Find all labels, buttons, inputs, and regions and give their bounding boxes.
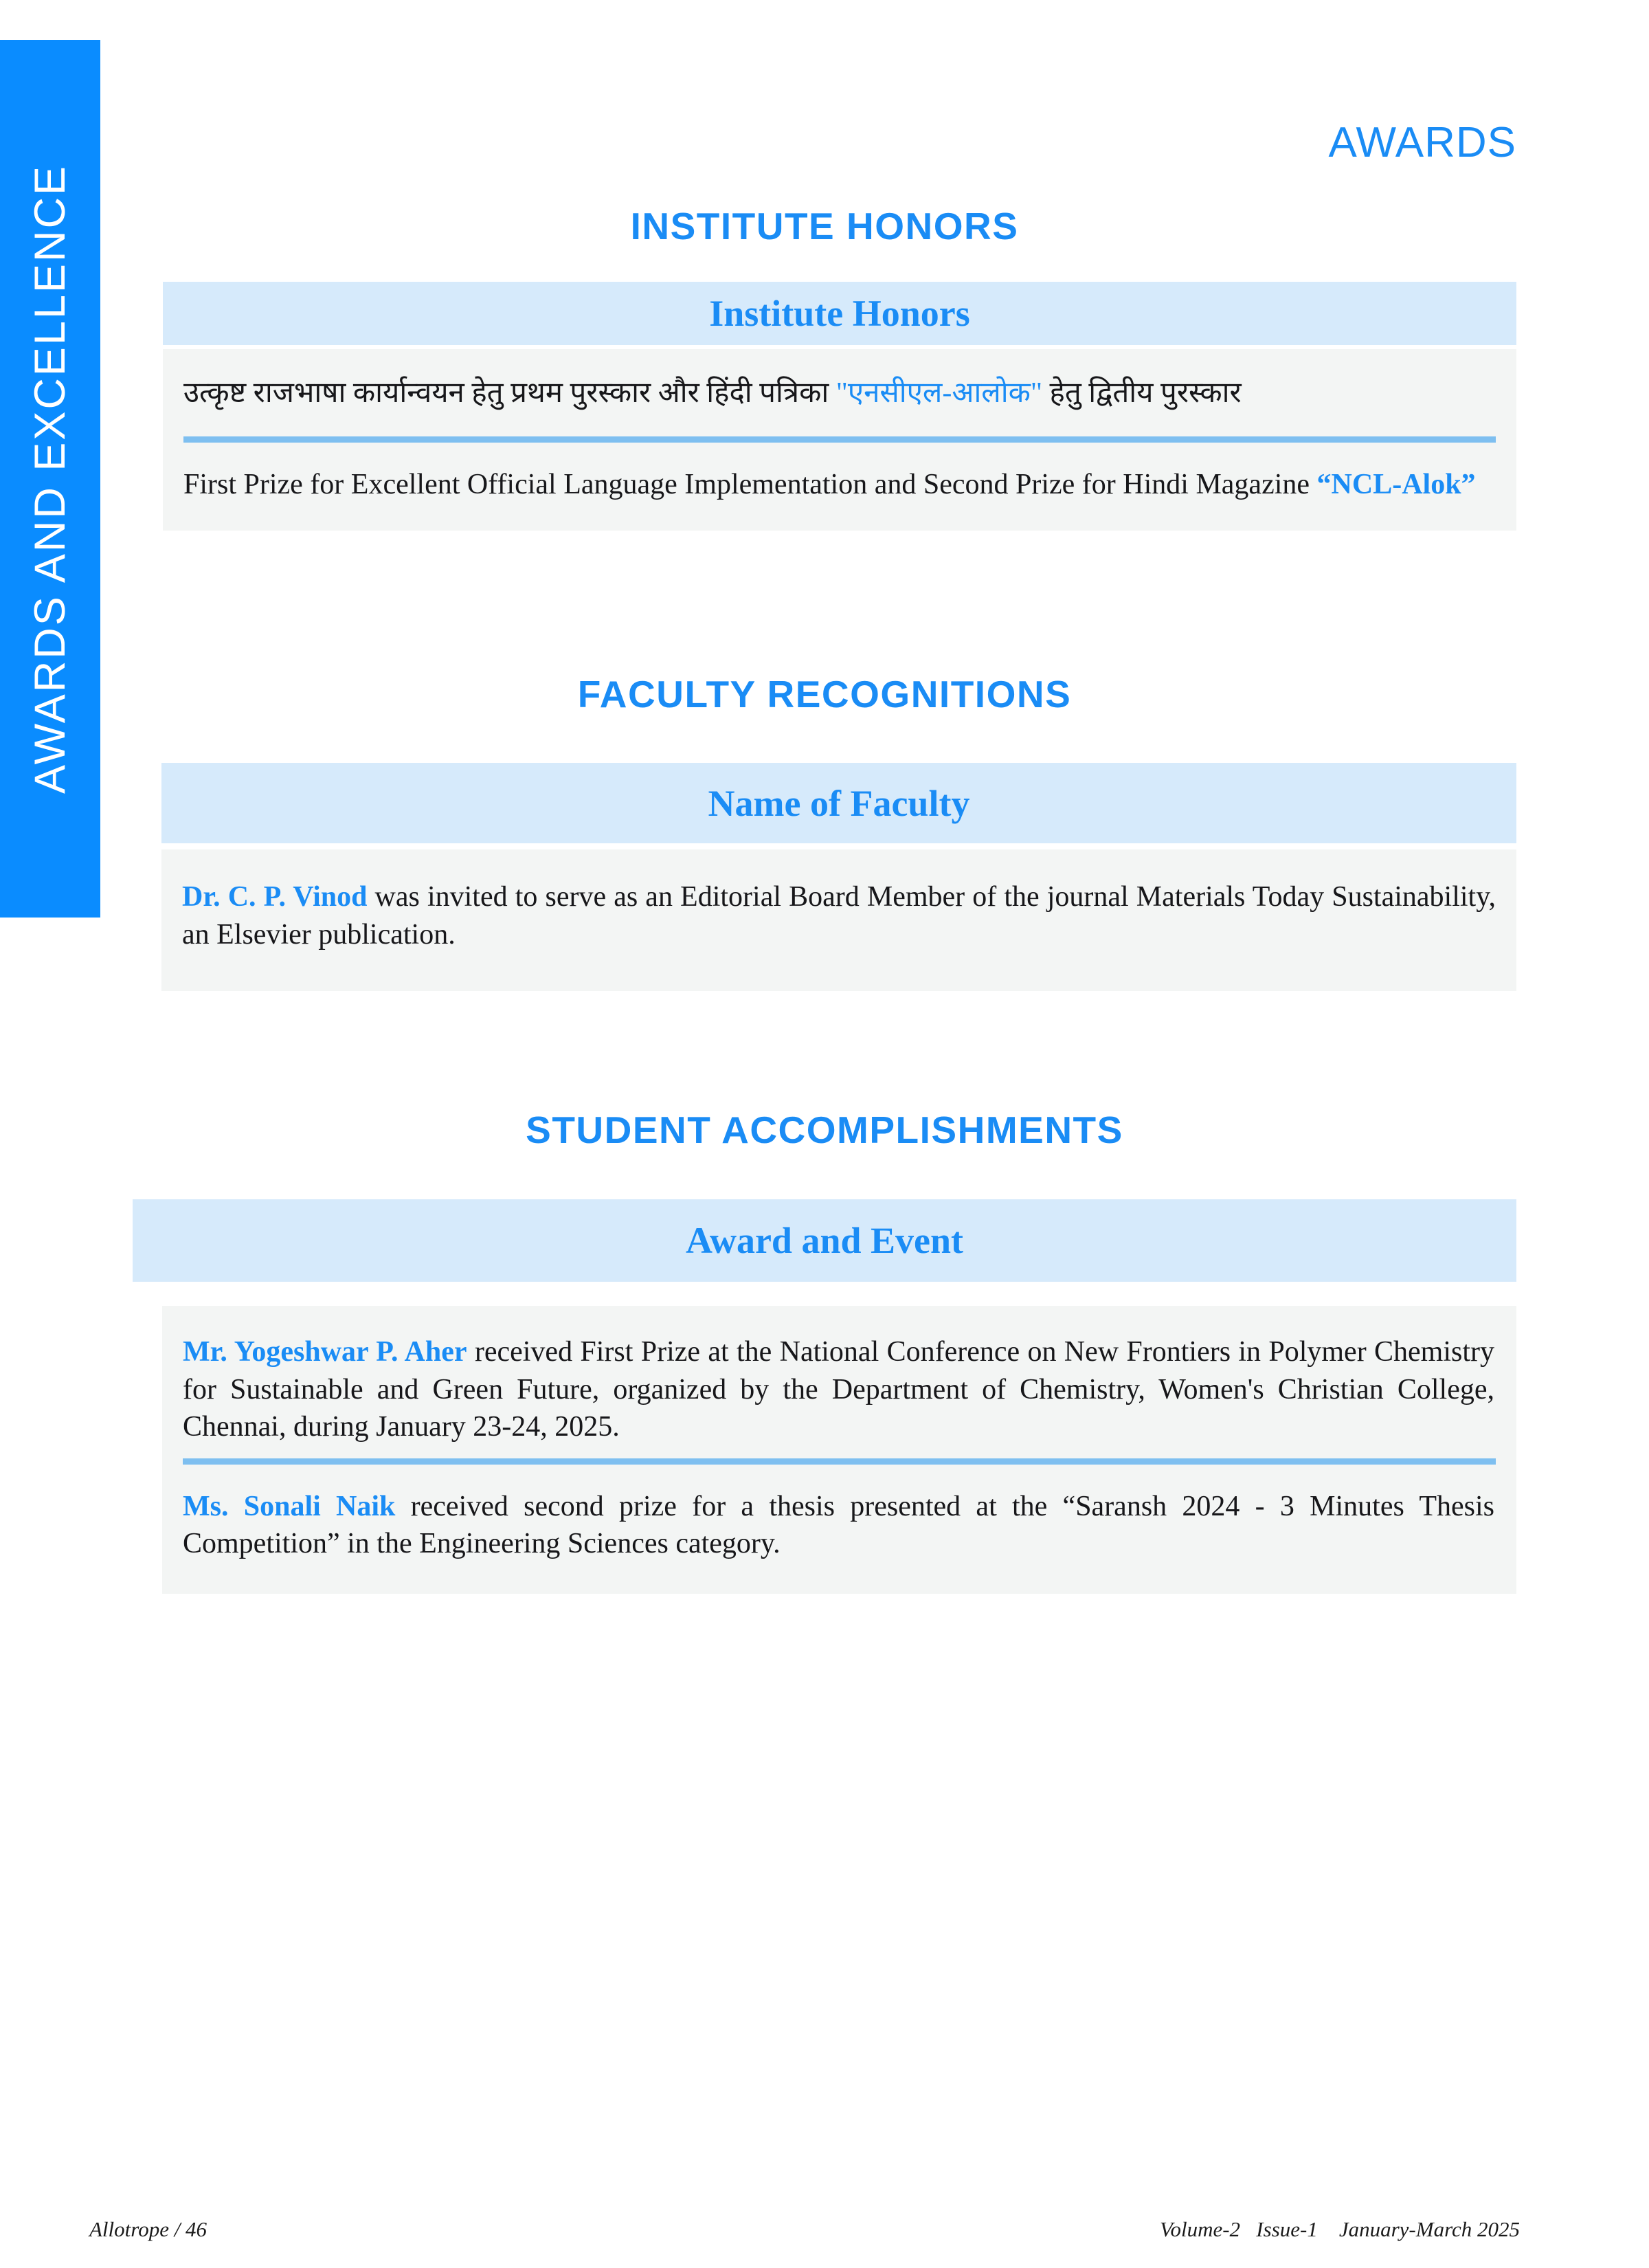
english-text-highlight: “NCL-Alok” (1316, 468, 1476, 500)
student-accomplishments-table-body (162, 1306, 1516, 1594)
footer-volume-issue-date: Volume-2 Issue-1 January-March 2025 (1159, 2217, 1520, 2241)
student-entry-text-2 (183, 1488, 1494, 1563)
hindi-text-part-1: उत्कृष्ट राजभाषा कार्यान्वयन हेतु प्रथम पुरस्कार और हिंदी पत्रिका (183, 377, 836, 409)
faculty-entry-text (182, 878, 1496, 953)
english-text-part-1: First Prize for Excellent Official Language Implementation and Second Prize for Hindi Magazine (183, 468, 1317, 500)
student-accomplishments-table-header: Award and Event (133, 1199, 1516, 1282)
student-description-2: received second prize for a thesis presented at the “Saransh 2024 - 3 Minutes Thesis Competition” in the Engineering Sciences category. (183, 1490, 1494, 1560)
institute-honors-table-header: Institute Honors (163, 282, 1516, 345)
table-row (161, 849, 1516, 991)
footer-publication-page: Allotrope / 46 (89, 2217, 207, 2241)
institute-honors-table (163, 282, 1516, 531)
table-row (162, 1306, 1516, 1458)
student-name-2: Ms. Sonali Naik (183, 1490, 396, 1522)
student-description-1: received First Prize at the National Conference on New Frontiers in Polymer Chemistry for Sustainable and Green Future, organized by the Department of Chemistry, Women's Christian College, Chennai, during January 23-24, 2025. (183, 1336, 1494, 1443)
faculty-name: Dr. C. P. Vinod (182, 881, 368, 913)
institute-honors-table-body (163, 349, 1516, 531)
institute-honors-english-text (183, 466, 1494, 504)
institute-honors-hindi-text (183, 374, 1496, 413)
faculty-recognitions-table-body (161, 849, 1516, 991)
hindi-text-part-2: हेतु द्वितीय पुरस्कार (1042, 377, 1242, 409)
section-heading-institute-honors: INSTITUTE HONORS (630, 205, 1019, 247)
faculty-description: was invited to serve as an Editorial Board Member of the journal Materials Today Sustainability, an Elsevier publication. (182, 881, 1496, 950)
section-heading-student-accomplishments: STUDENT ACCOMPLISHMENTS (526, 1109, 1123, 1151)
table-row (162, 1465, 1516, 1594)
student-name-1: Mr. Yogeshwar P. Aher (183, 1336, 467, 1368)
table-row (163, 349, 1516, 436)
table-row (163, 443, 1516, 531)
row-divider (183, 436, 1496, 443)
vertical-section-tab-label: AWARDS AND EXCELLENCE (26, 164, 74, 794)
faculty-recognitions-table (161, 763, 1516, 991)
faculty-recognitions-table-header: Name of Faculty (161, 763, 1516, 843)
vertical-section-tab (0, 40, 100, 918)
row-divider (183, 1458, 1496, 1465)
section-heading-faculty-recognitions: FACULTY RECOGNITIONS (577, 673, 1072, 715)
hindi-text-highlight: "एनसीएल-आलोक" (835, 377, 1043, 409)
student-entry-text-1 (183, 1333, 1494, 1446)
page-title: AWARDS (1328, 119, 1516, 166)
